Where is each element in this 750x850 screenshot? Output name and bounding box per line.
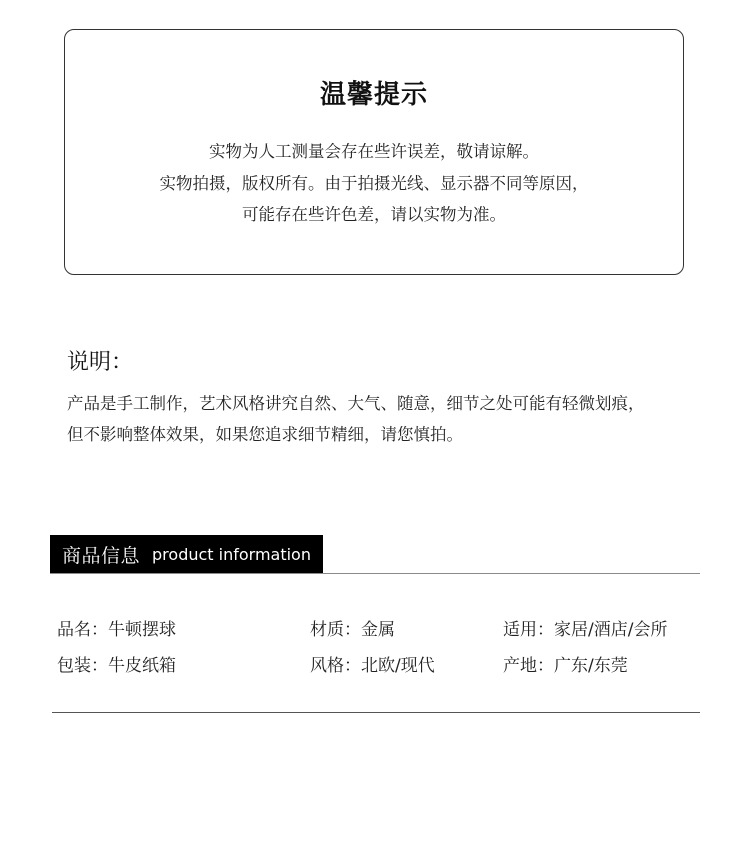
divider — [52, 712, 700, 713]
notice-title: 温馨提示 — [319, 80, 428, 110]
divider — [50, 573, 700, 574]
description-heading: 说明： — [67, 350, 134, 375]
product-info-subtitle: product information — [152, 544, 311, 564]
attr-usage: 适用：家居/酒店/会所 — [503, 620, 668, 640]
notice-box — [64, 29, 684, 275]
attr-origin: 产地：广东/东莞 — [503, 656, 628, 676]
notice-line: 实物拍摄，版权所有。由于拍摄光线、显示器不同等原因， — [159, 173, 589, 193]
attr-product-name: 品名：牛顿摆球 — [57, 620, 176, 640]
notice-line: 可能存在些许色差，请以实物为准。 — [242, 205, 506, 224]
notice-text — [65, 136, 683, 231]
description-line: 产品是手工制作，艺术风格讲究自然、大气、随意，细节之处可能有轻微划痕， — [67, 394, 645, 413]
attr-style: 风格：北欧/现代 — [310, 656, 435, 676]
product-info-header — [50, 535, 323, 573]
notice-line: 实物为人工测量会存在些许误差，敬请谅解。 — [209, 142, 539, 161]
attr-material: 材质：金属 — [310, 620, 395, 640]
attr-packaging: 包装：牛皮纸箱 — [57, 656, 176, 676]
description-line: 但不影响整体效果，如果您追求细节精细，请您慎拍。 — [67, 425, 463, 444]
product-info-title: 商品信息 — [62, 544, 141, 567]
description-text — [67, 388, 707, 450]
